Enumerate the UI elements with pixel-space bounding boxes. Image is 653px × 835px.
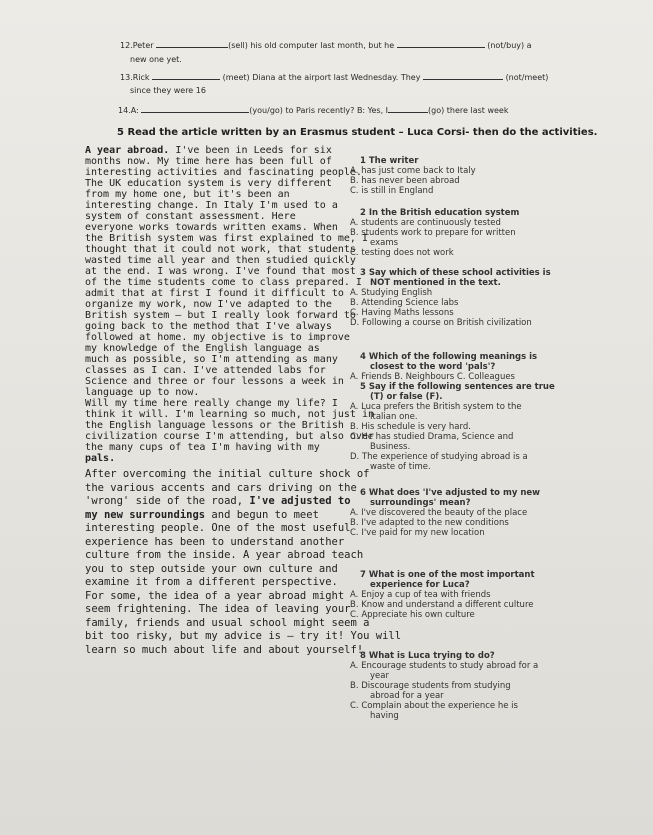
article-text: pals.	[85, 453, 116, 464]
exercise-12-blank-1[interactable]	[156, 39, 228, 48]
article-line	[85, 576, 338, 589]
article-text: the various accents and cars driving on the	[85, 481, 357, 494]
article-line	[85, 509, 319, 522]
question-title: 7 What is one of the most important	[360, 570, 535, 580]
question-title: experience for Luca?	[370, 580, 470, 590]
question-option[interactable]: A. Friends B. Neighbours C. Colleagues	[350, 372, 515, 382]
article-text: After overcoming the initial culture shock of	[85, 468, 370, 480]
article-text: system of constant assessment. Here	[85, 211, 296, 222]
article-text: organize my work, now I've adapted to the	[85, 299, 332, 310]
article-text: everyone works towards written exams. When	[85, 222, 338, 233]
question-option[interactable]: B. I've adapted to the new conditions	[350, 518, 509, 528]
article-text: classes as I can. I've attended labs for	[85, 365, 326, 376]
article-text: from my home one, but it's been an	[85, 189, 290, 200]
article-text: my new surroundings	[85, 508, 206, 521]
article-line	[85, 482, 357, 495]
article-text: British system – but I really look forward to	[85, 310, 356, 321]
article-text: interesting activities and fascinating people.	[85, 167, 362, 178]
exercise-14-b: B: Yes, I	[356, 106, 389, 115]
question-option[interactable]: A. Encourage students to study abroad for a	[350, 661, 539, 671]
exercise-12-suffix: (not/buy) a	[487, 41, 532, 50]
exercise-13-blank-2[interactable]	[423, 71, 503, 80]
exercise-14-middle: (you/go) to Paris recently?	[249, 106, 355, 115]
article-line	[85, 603, 351, 616]
article-text: much as possible, so I'm attending as many	[85, 354, 338, 365]
question-option[interactable]: waste of time.	[370, 462, 431, 472]
question-option[interactable]: A. Luca prefers the British system to the	[350, 402, 522, 412]
article-line	[85, 644, 363, 657]
question-option[interactable]: Italian one.	[370, 412, 418, 422]
exercise-13-suffix: (not/meet)	[505, 73, 549, 82]
question-option[interactable]: having	[370, 711, 399, 721]
question-title: 6 What does 'I've adjusted to my new	[360, 488, 541, 498]
question-option[interactable]: Business.	[370, 442, 411, 452]
question-title: (T) or false (F).	[370, 392, 443, 402]
exercise-14-prefix: 14.A:	[118, 106, 139, 115]
article-text: culture from the inside. A year abroad teach	[85, 549, 364, 561]
article-text: examine it from a different perspective.	[85, 576, 338, 588]
question-option[interactable]: B. Know and understand a different culture	[350, 600, 534, 610]
article-line	[85, 630, 401, 643]
article-text: think it will. I'm learning so much, not just in	[85, 409, 374, 420]
question-option[interactable]: year	[370, 671, 389, 681]
article-text: bit too risky, but my advice is – try it! You will	[85, 630, 402, 642]
exercise-14-blank-1[interactable]	[141, 104, 249, 113]
exercise-12-middle: (sell) his old computer last month, but he	[228, 41, 395, 50]
article-text: my knowledge of the English language as	[85, 343, 320, 354]
question-title: 2 In the British education system	[360, 208, 520, 218]
article-text: interesting change. In Italy I'm used to a	[85, 200, 338, 211]
question-option[interactable]: B. Discourage students from studying	[350, 681, 511, 691]
exercise-14-blank-2[interactable]	[388, 104, 428, 113]
article-text: experience has been to understand another	[85, 535, 345, 548]
article-line	[85, 536, 344, 549]
article-line	[85, 453, 115, 465]
article-text: thought that it could not work, that students	[85, 244, 356, 255]
question-title: 1 The writer	[360, 156, 419, 166]
exercise-12-prefix: 12.Peter	[120, 41, 154, 50]
question-option[interactable]: A. students are continuously tested	[350, 218, 501, 228]
question-option[interactable]: C. Complain about the experience he is	[350, 701, 518, 711]
article-line	[85, 563, 338, 576]
article-text: wasted time all year and then studied quickly	[85, 255, 356, 266]
question-title: 8 What is Luca trying to do?	[360, 651, 495, 661]
article-text: Science and three or four lessons a week in	[85, 376, 344, 387]
question-option[interactable]: D. Following a course on British civilization	[350, 318, 532, 328]
question-option[interactable]: A. Studying English	[350, 288, 433, 298]
article-text: admit that at first I found it difficult to	[85, 288, 344, 299]
article-text: interesting people. One of the most useful	[85, 522, 351, 534]
question-option[interactable]: C. is still in England	[350, 186, 434, 196]
question-option[interactable]: C. testing does not work	[350, 248, 454, 258]
article-line	[85, 468, 369, 481]
article-line	[85, 590, 344, 603]
question-title: closest to the word 'pals'?	[370, 362, 496, 372]
question-title: 3 Say which of these school activities is	[360, 268, 551, 278]
article-text: followed at home. my objective is to improve	[85, 332, 350, 343]
exercise-13-middle: (meet) Diana at the airport last Wednesday. They	[222, 73, 421, 82]
article-text: the British system was first explained to me, I	[85, 233, 368, 244]
exercise-12	[120, 39, 532, 51]
question-option[interactable]: D. The experience of studying abroad is a	[350, 452, 528, 462]
exercise-12-blank-2[interactable]	[397, 39, 485, 48]
question-option[interactable]: B. students work to prepare for written	[350, 228, 516, 238]
question-title: NOT mentioned in the text.	[370, 278, 501, 288]
article-line	[85, 549, 363, 562]
article-text: For some, the idea of a year abroad might	[85, 589, 345, 602]
article-text: and begun to meet	[205, 508, 319, 521]
article-text: I've been in Leeds for six	[169, 145, 332, 156]
task-heading: 5 Read the article written by an Erasmus student – Luca Corsi- then do the activities.	[117, 127, 598, 138]
question-option[interactable]: C. I've paid for my new location	[350, 528, 485, 538]
article-line	[85, 522, 351, 535]
question-option[interactable]: abroad for a year	[370, 691, 444, 701]
question-option[interactable]: A. Enjoy a cup of tea with friends	[350, 590, 491, 600]
exercise-12-line2: new one yet.	[130, 55, 182, 64]
article-line	[85, 617, 369, 630]
article-text: you to step outside your own culture and	[85, 562, 338, 575]
question-option[interactable]: exams	[370, 238, 399, 248]
question-option[interactable]: B. His schedule is very hard.	[350, 422, 471, 432]
article-text: 'wrong' side of the road,	[85, 495, 250, 507]
exercise-14	[118, 104, 509, 116]
question-option[interactable]: C. He has studied Drama, Science and	[350, 432, 514, 442]
article-line	[85, 442, 320, 454]
article-text: seem frightening. The idea of leaving your	[85, 603, 351, 615]
article-text: family, friends and usual school might seem a	[85, 616, 370, 629]
article-text: I've adjusted to	[249, 495, 351, 507]
exercise-13-line2: since they were 16	[130, 86, 206, 95]
question-title: 4 Which of the following meanings is	[360, 352, 538, 362]
article-text: The UK education system is very different	[85, 178, 332, 189]
exercise-14-suffix: (go) there last week	[428, 106, 509, 115]
article-text: learn so much about life and about yourself!	[85, 643, 364, 656]
question-option[interactable]: B. Attending Science labs	[350, 298, 459, 308]
exercise-13	[120, 71, 548, 83]
article-text: at the end. I was wrong. I've found that most	[85, 266, 356, 277]
exercise-13-blank-1[interactable]	[152, 71, 220, 80]
article-text: civilization course I'm attending, but also over	[85, 431, 374, 442]
question-option[interactable]: A. has just come back to Italy	[350, 166, 476, 176]
question-title: surroundings' mean?	[370, 498, 471, 508]
question-option[interactable]: C. Having Maths lessons	[350, 308, 454, 318]
question-option[interactable]: C. Appreciate his own culture	[350, 610, 475, 620]
article-text: Will my time here really change my life? I	[85, 398, 338, 409]
exercise-13-prefix: 13.Rick	[120, 73, 150, 82]
article-text: the many cups of tea I'm having with my	[85, 442, 320, 453]
article-text: language up to now.	[85, 387, 200, 398]
article-text: A year abroad.	[85, 145, 170, 156]
article-text: the English language lessons or the British	[85, 420, 344, 431]
article-text: of the time students come to class prepared. I	[85, 277, 362, 288]
question-option[interactable]: A. I've discovered the beauty of the place	[350, 508, 528, 518]
question-title: 5 Say if the following sentences are true	[360, 382, 555, 392]
article-text: months now. My time here has been full of	[85, 156, 332, 167]
question-option[interactable]: B. has never been abroad	[350, 176, 460, 186]
article-line	[85, 495, 351, 508]
article-text: going back to the method that I've always	[85, 321, 332, 332]
